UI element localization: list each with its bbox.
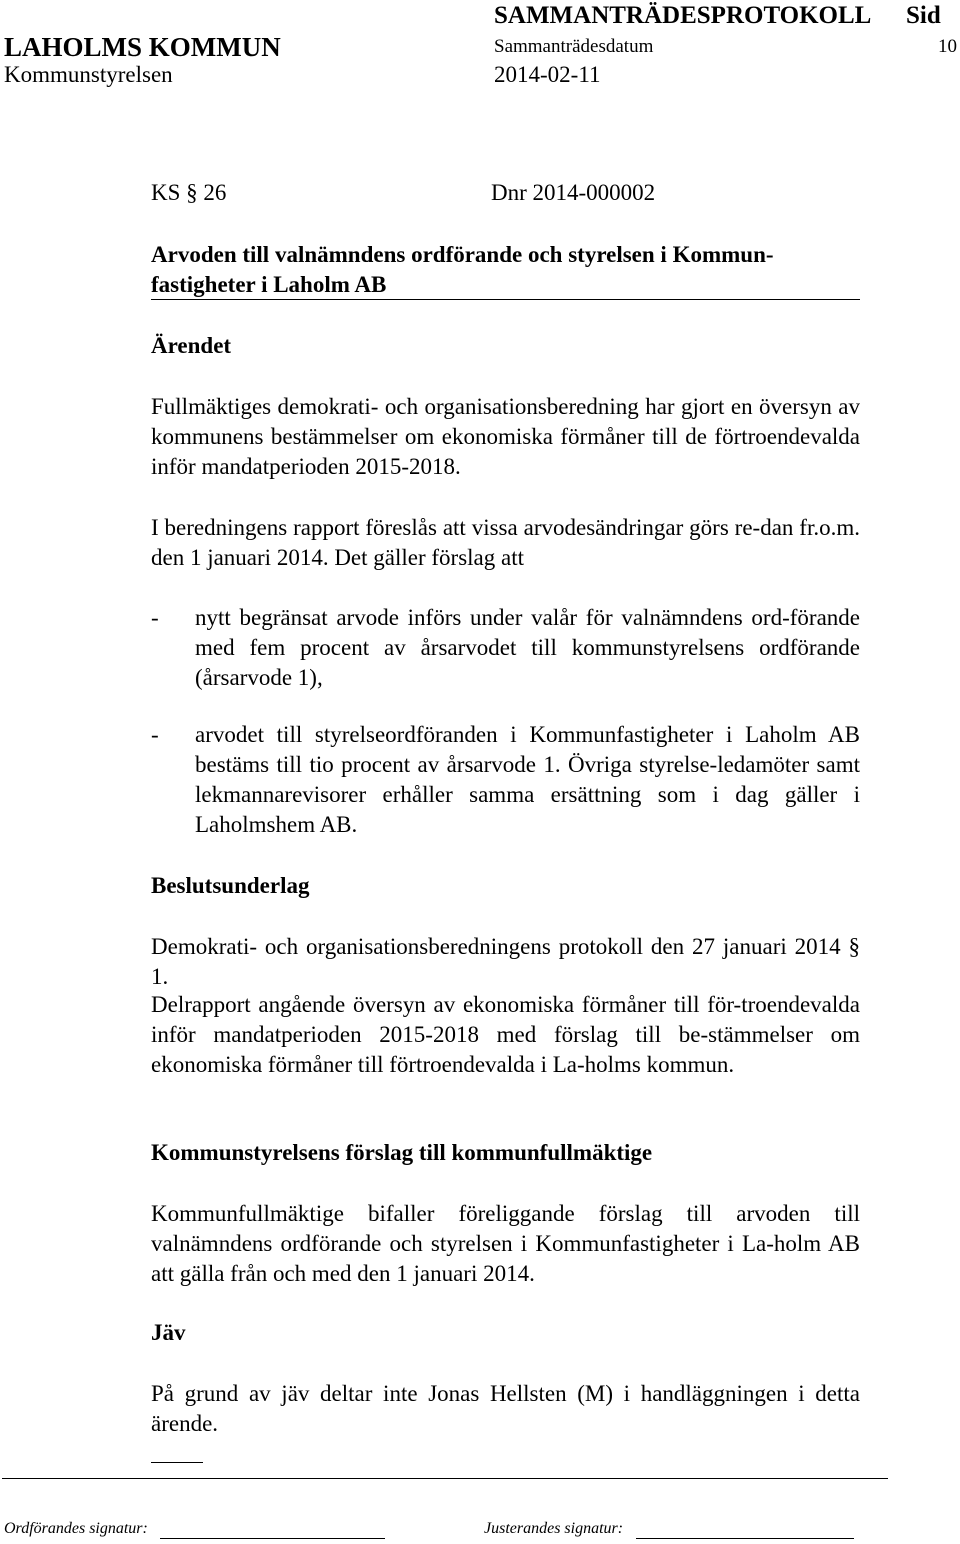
beslutsunderlag-item: Demokrati- och organisationsberedningens protokoll den 27 januari 2014 § 1. [151,934,860,989]
protocol-title: SAMMANTRÄDESPROTOKOLL [494,2,872,29]
list-item-text: nytt begränsat arvode införs under valår för valnämndens ord-förande med fem procent av årsarvodet till kommunstyrelsens ordförande (årsarvode 1), [195,605,860,690]
diary-number: Dnr 2014-000002 [491,180,656,205]
meeting-date-label: Sammanträdesdatum [494,36,654,57]
justerande-signature-line [636,1538,854,1539]
page-number: 10 [938,36,957,57]
board-name: Kommunstyrelsen [4,62,173,87]
ordforande-signature-line [160,1538,385,1539]
list-dash: - [151,722,159,747]
list-item [151,720,860,840]
arendet-paragraph: I beredningens rapport föreslås att vissa arvodesändringar görs re-dan fr.o.m. den 1 januari 2014. Det gäller förslag att [151,515,860,570]
title-underline [151,299,860,300]
paragraph-reference: KS § 26 [151,180,227,205]
beslutsunderlag-item: Delrapport angående översyn av ekonomiska förmåner till för-troendevalda inför mandatperioden 2015-2018 med förslag till be-stämmelser om ekonomiska förmåner till förtroendevalda i La-holms kommun. [151,992,860,1077]
section-heading-forslag: Kommunstyrelsens förslag till kommunfullmäktige [151,1140,653,1165]
justerande-signature-label: Justerandes signatur: [484,1520,624,1537]
list-item [151,603,860,693]
org-name: LAHOLMS KOMMUN [4,32,281,62]
ordforande-signature-label: Ordförandes signatur: [4,1520,148,1537]
section-heading-arendet: Ärendet [151,333,232,358]
forslag-paragraph: Kommunfullmäktige bifaller föreliggande förslag till arvoden till valnämndens ordförande och styrelsen i Kommunfastigheter i La-holm AB att gälla från och med den 1 januari 2014. [151,1201,860,1286]
end-dash [151,1462,203,1463]
meeting-date: 2014-02-11 [494,62,601,87]
list-dash: - [151,605,159,630]
section-heading-jav: Jäv [151,1320,186,1345]
arendet-paragraph: Fullmäktiges demokrati- och organisationsberedning har gjort en översyn av kommunens bestämmelser om ekonomiska förmåner till de förtroendevalda inför mandatperioden 2015-2018. [151,394,860,479]
sid-label: Sid [906,2,941,29]
list-item-text: arvodet till styrelseordföranden i Kommunfastigheter i Laholm AB bestäms till tio procent av årsarvode 1. Övriga styrelse-ledamöter samt lekmannarevisorer erhåller samma ersättning som i dag gäller i Laholmshem AB. [195,722,860,837]
section-heading-beslutsunderlag: Beslutsunderlag [151,873,310,898]
footer-divider [2,1478,888,1479]
jav-paragraph: På grund av jäv deltar inte Jonas Hellsten (M) i handläggningen i detta ärende. [151,1381,860,1436]
case-title: Arvoden till valnämndens ordförande och styrelsen i Kommun-fastigheter i Laholm AB [151,242,774,297]
